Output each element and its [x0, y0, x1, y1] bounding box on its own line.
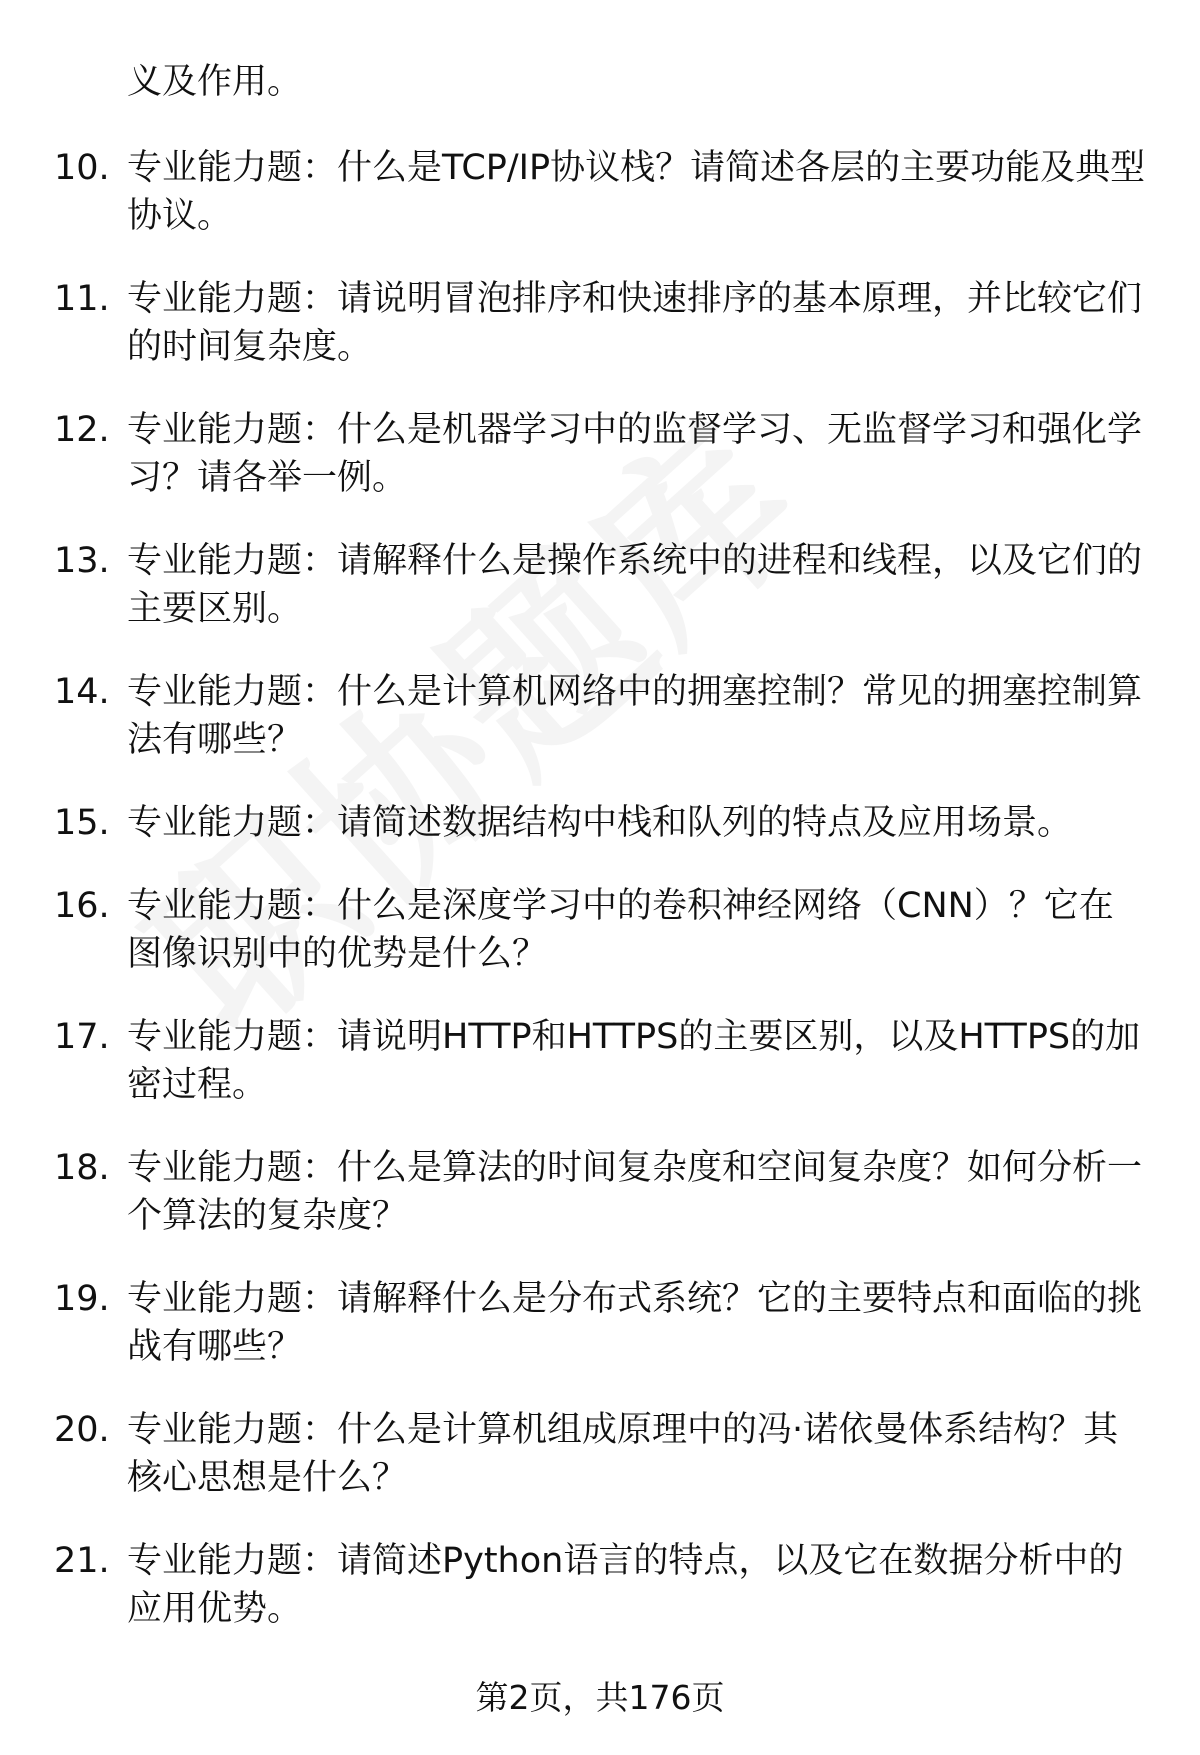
question-text: 专业能力题：什么是计算机网络中的拥塞控制？常见的拥塞控制算法有哪些？: [127, 672, 1143, 760]
question-text: 专业能力题：什么是机器学习中的监督学习、无监督学习和强化学习？请各举一例。: [127, 410, 1143, 498]
question-list: [0, 144, 1200, 1668]
question-text: 专业能力题：什么是算法的时间复杂度和空间复杂度？如何分析一个算法的复杂度？: [127, 1148, 1143, 1236]
question-number: 18.: [54, 1148, 110, 1188]
question-text: 专业能力题：什么是计算机组成原理中的冯·诺依曼体系结构？其核心思想是什么？: [127, 1410, 1119, 1498]
question-number: 17.: [54, 1017, 110, 1057]
question-text: 专业能力题：请简述Python语言的特点，以及它在数据分析中的应用优势。: [127, 1541, 1124, 1629]
question-text: 专业能力题：请解释什么是分布式系统？它的主要特点和面临的挑战有哪些？: [127, 1279, 1143, 1367]
question-text: 专业能力题：什么是深度学习中的卷积神经网络（CNN）？它在图像识别中的优势是什么？: [127, 886, 1114, 974]
question-number: 10.: [54, 148, 110, 188]
question-item-18: [0, 1144, 1147, 1240]
question-number: 16.: [54, 886, 110, 926]
question-item-21: [0, 1537, 1147, 1633]
question-text: 专业能力题：请说明HTTP和HTTPS的主要区别，以及HTTPS的加密过程。: [127, 1017, 1141, 1105]
question-item-16: [0, 882, 1147, 978]
question-item-12: [0, 406, 1147, 502]
continuation-text: 义及作用。: [127, 62, 303, 102]
question-item-11: [0, 275, 1147, 371]
question-number: 13.: [54, 541, 110, 581]
question-item-13: [0, 537, 1147, 633]
question-text: 专业能力题：请说明冒泡排序和快速排序的基本原理，并比较它们的时间复杂度。: [127, 279, 1143, 367]
question-number: 15.: [54, 803, 110, 843]
page-indicator: 第2页，共176页: [475, 1678, 725, 1717]
question-text: 专业能力题：请解释什么是操作系统中的进程和线程，以及它们的主要区别。: [127, 541, 1143, 629]
question-item-14: [0, 668, 1147, 764]
question-item-20: [0, 1406, 1147, 1502]
question-item-19: [0, 1275, 1147, 1371]
question-number: 19.: [54, 1279, 110, 1319]
question-number: 21.: [54, 1541, 110, 1581]
question-text: 专业能力题：什么是TCP/IP协议栈？请简述各层的主要功能及典型协议。: [127, 148, 1146, 236]
question-number: 12.: [54, 410, 110, 450]
question-number: 14.: [54, 672, 110, 712]
question-item-17: [0, 1013, 1147, 1109]
question-item-15: [0, 799, 1147, 847]
question-text: 专业能力题：请简述数据结构中栈和队列的特点及应用场景。: [127, 803, 1073, 843]
question-item-10: [0, 144, 1147, 240]
question-number: 20.: [54, 1410, 110, 1450]
question-number: 11.: [54, 279, 110, 319]
